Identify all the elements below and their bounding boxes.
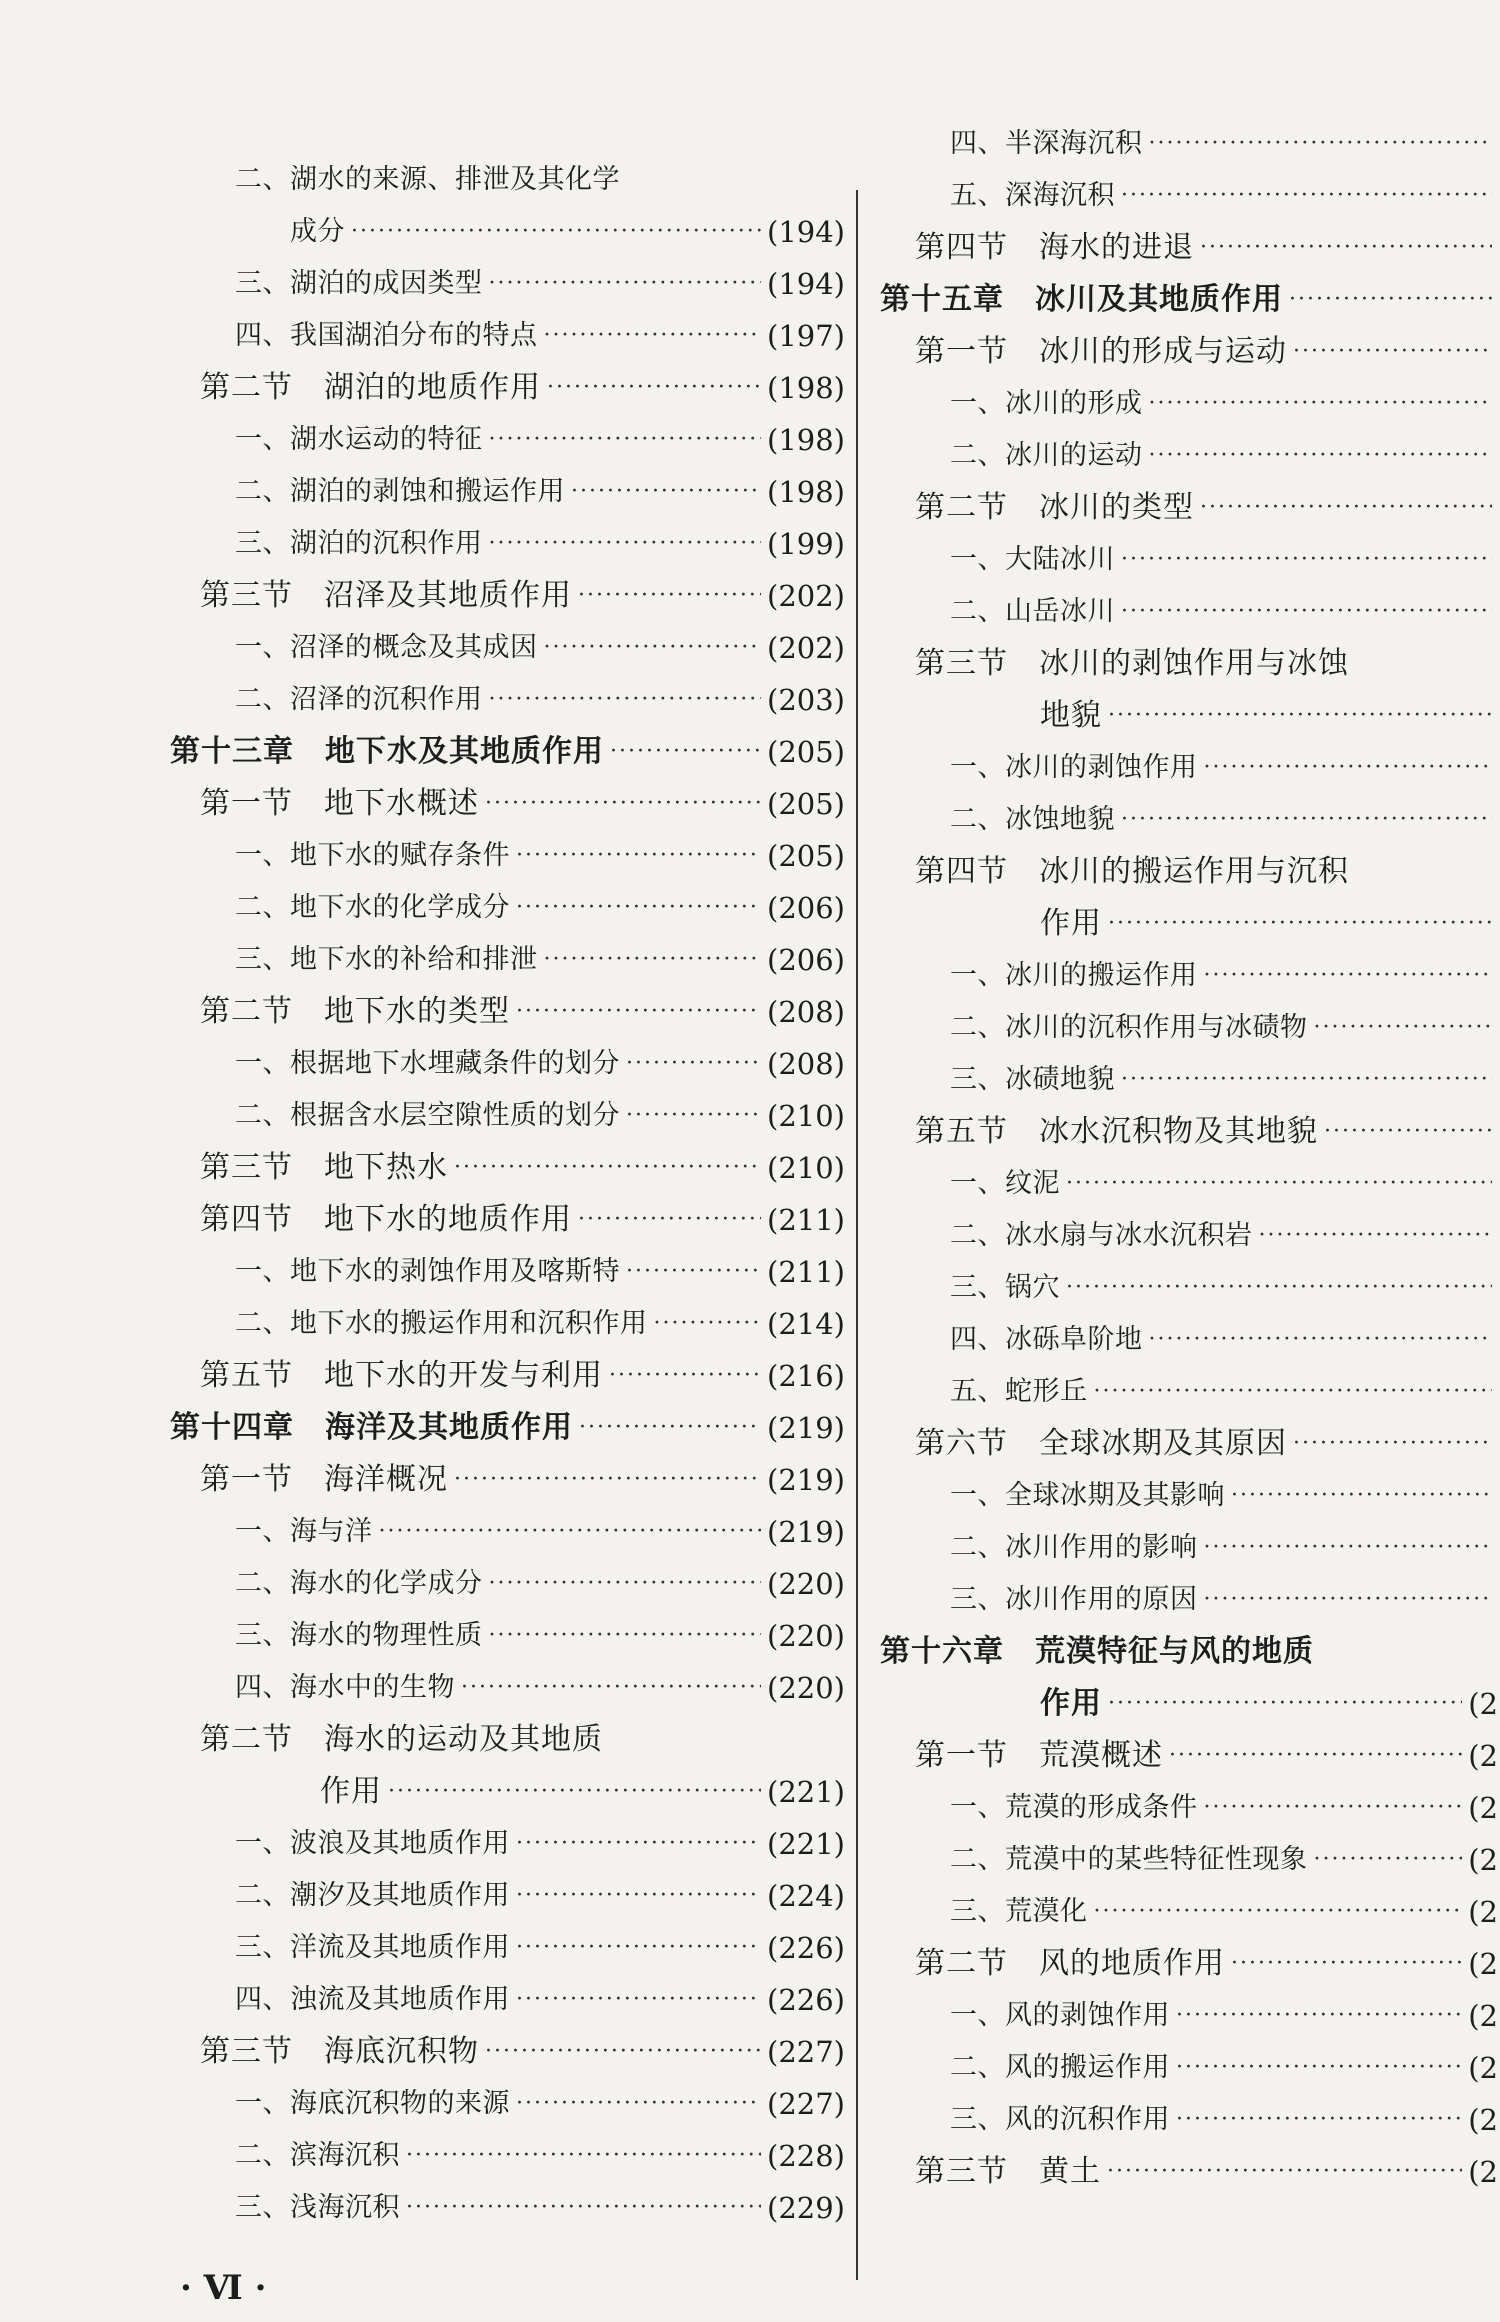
- toc-entry-item: [950, 176, 1498, 216]
- toc-entry-item: [235, 316, 845, 356]
- toc-entry-item: [950, 124, 1498, 164]
- toc-entry-title: 一、荒漠的形成条件: [950, 1792, 1198, 1823]
- dot-leader: [489, 680, 762, 720]
- toc-entry-chapter: [880, 280, 1498, 320]
- dot-leader: [1259, 1216, 1493, 1256]
- toc-entry-page: (220): [767, 1567, 845, 1601]
- toc-entry-item: [950, 1216, 1498, 1256]
- toc-entry-title: 二、地下水的搬运作用和沉积作用: [235, 1308, 648, 1339]
- toc-entry-title: 第三节 地下热水: [200, 1150, 448, 1185]
- dot-leader: [516, 1928, 761, 1968]
- toc-entry-section: [1040, 696, 1498, 736]
- dot-leader: [1200, 228, 1492, 268]
- toc-entry-section: [200, 1720, 845, 1760]
- dot-leader: [1121, 540, 1492, 580]
- toc-entry-title: 第五节 地下水的开发与利用: [200, 1358, 603, 1393]
- toc-entry-title: 作用: [1040, 1686, 1102, 1721]
- toc-entry-page: (229): [767, 2191, 845, 2225]
- toc-entry-title: 二、冰水扇与冰水沉积岩: [950, 1220, 1253, 1251]
- dot-leader: [544, 628, 762, 668]
- dot-leader: [1293, 332, 1492, 372]
- dot-leader: [1108, 904, 1492, 944]
- toc-entry-title: 二、湖泊的剥蚀和搬运作用: [235, 476, 565, 507]
- dot-leader: [485, 784, 761, 824]
- dot-leader: [1121, 176, 1492, 216]
- toc-entry-item: [235, 1044, 845, 1084]
- toc-entry-page: (221): [767, 1775, 845, 1809]
- toc-entry-title: 第四节 冰川的搬运作用与沉积: [915, 854, 1349, 889]
- toc-entry-section: [1040, 904, 1498, 944]
- dot-leader: [489, 264, 762, 304]
- toc-entry-page: (227): [767, 2087, 845, 2121]
- toc-entry-title: 二、冰川的运动: [950, 440, 1143, 471]
- toc-entry-title: 二、潮汐及其地质作用: [235, 1880, 510, 1911]
- toc-entry-page: (2: [1468, 1895, 1498, 1929]
- dot-leader: [626, 1044, 761, 1084]
- toc-entry-page: (221): [767, 1827, 845, 1861]
- dot-leader: [1149, 1320, 1493, 1360]
- toc-entry-title: 二、冰川的沉积作用与冰碛物: [950, 1012, 1308, 1043]
- toc-entry-section: [915, 1424, 1498, 1464]
- toc-entry-page: (211): [767, 1255, 845, 1289]
- toc-entry-item: [235, 1564, 845, 1604]
- toc-entry-item: [290, 212, 845, 252]
- dot-leader: [1108, 1684, 1462, 1724]
- toc-entry-title: 五、深海沉积: [950, 180, 1115, 211]
- toc-entry-title: 第一节 冰川的形成与运动: [915, 334, 1287, 369]
- toc-entry-title: 二、滨海沉积: [235, 2140, 400, 2171]
- column-divider: [856, 190, 858, 2280]
- toc-entry-title: 二、冰川作用的影响: [950, 1532, 1198, 1563]
- toc-entry-title: 第十四章 海洋及其地质作用: [170, 1410, 573, 1445]
- toc-entry-section: [200, 1460, 845, 1500]
- toc-entry-title: 作用: [1040, 906, 1102, 941]
- dot-leader: [1108, 696, 1492, 736]
- toc-entry-page: (2: [1468, 2103, 1498, 2137]
- page-number-footer: · Ⅵ ·: [180, 2268, 267, 2308]
- toc-entry-title: 四、冰砾阜阶地: [950, 1324, 1143, 1355]
- toc-entry-page: (2: [1468, 2051, 1498, 2085]
- toc-entry-title: 二、沼泽的沉积作用: [235, 684, 483, 715]
- dot-leader: [610, 732, 761, 772]
- toc-entry-item: [235, 1616, 845, 1656]
- toc-entry-title: 作用: [320, 1774, 382, 1809]
- dot-leader: [547, 368, 761, 408]
- toc-entry-title: 一、地下水的剥蚀作用及喀斯特: [235, 1256, 620, 1287]
- toc-entry-title: 一、地下水的赋存条件: [235, 840, 510, 871]
- toc-entry-page: (219): [767, 1411, 845, 1445]
- toc-entry-title: 第一节 荒漠概述: [915, 1738, 1163, 1773]
- toc-entry-item: [235, 472, 845, 512]
- toc-entry-item: [950, 592, 1498, 632]
- toc-entry-title: 二、风的搬运作用: [950, 2052, 1170, 2083]
- toc-entry-item: [235, 524, 845, 564]
- toc-entry-item: [235, 1252, 845, 1292]
- toc-entry-item: [235, 264, 845, 304]
- toc-entry-title: 第三节 冰川的剥蚀作用与冰蚀: [915, 646, 1349, 681]
- toc-entry-page: (205): [767, 787, 845, 821]
- toc-entry-chapter: [1040, 1684, 1498, 1724]
- toc-entry-title: 一、冰川的剥蚀作用: [950, 752, 1198, 783]
- toc-entry-item: [950, 800, 1498, 840]
- dot-leader: [351, 212, 761, 252]
- toc-entry-page: (208): [767, 995, 845, 1029]
- toc-entry-section: [915, 1944, 1498, 1984]
- toc-entry-title: 第六节 全球冰期及其原因: [915, 1426, 1287, 1461]
- toc-entry-title: 三、海水的物理性质: [235, 1620, 483, 1651]
- toc-entry-page: (219): [767, 1515, 845, 1549]
- toc-entry-title: 第三节 海底沉积物: [200, 2034, 479, 2069]
- toc-entry-title: 第四节 地下水的地质作用: [200, 1202, 572, 1237]
- toc-entry-section: [915, 332, 1498, 372]
- toc-entry-item: [235, 1928, 845, 1968]
- toc-entry-title: 一、全球冰期及其影响: [950, 1480, 1225, 1511]
- toc-entry-page: (227): [767, 2035, 845, 2069]
- dot-leader: [654, 1304, 762, 1344]
- toc-entry-page: (2: [1468, 1687, 1498, 1721]
- toc-entry-title: 三、洋流及其地质作用: [235, 1932, 510, 1963]
- dot-leader: [489, 524, 762, 564]
- dot-leader: [1314, 1840, 1463, 1880]
- toc-entry-page: (206): [767, 891, 845, 925]
- dot-leader: [1121, 1060, 1492, 1100]
- toc-entry-item: [950, 1840, 1498, 1880]
- dot-leader: [578, 576, 761, 616]
- toc-entry-title: 二、地下水的化学成分: [235, 892, 510, 923]
- toc-entry-title: 第四节 海水的进退: [915, 230, 1194, 265]
- toc-entry-page: (220): [767, 1619, 845, 1653]
- toc-entry-page: (197): [767, 319, 845, 353]
- dot-leader: [579, 1408, 761, 1448]
- toc-entry-page: (202): [767, 631, 845, 665]
- dot-leader: [516, 836, 761, 876]
- toc-entry-section: [200, 992, 845, 1032]
- toc-entry-page: (2: [1468, 1947, 1498, 1981]
- toc-entry-title: 第五节 冰水沉积物及其地貌: [915, 1114, 1318, 1149]
- toc-entry-page: (219): [767, 1463, 845, 1497]
- toc-entry-title: 第二节 湖泊的地质作用: [200, 370, 541, 405]
- toc-entry-item: [950, 1060, 1498, 1100]
- toc-entry-title: 第一节 地下水概述: [200, 786, 479, 821]
- toc-entry-item: [950, 1476, 1498, 1516]
- dot-leader: [461, 1668, 761, 1708]
- toc-entry-section: [915, 488, 1498, 528]
- toc-entry-title: 二、山岳冰川: [950, 596, 1115, 627]
- toc-entry-page: (216): [767, 1359, 845, 1393]
- dot-leader: [1169, 1736, 1462, 1776]
- toc-entry-title: 三、冰碛地貌: [950, 1064, 1115, 1095]
- dot-leader: [571, 472, 761, 512]
- toc-entry-title: 一、根据地下水埋藏条件的划分: [235, 1048, 620, 1079]
- dot-leader: [1066, 1164, 1492, 1204]
- toc-entry-section: [200, 1200, 845, 1240]
- toc-entry-title: 一、纹泥: [950, 1168, 1060, 1199]
- toc-entry-page: (194): [767, 267, 845, 301]
- toc-entry-section: [200, 1356, 845, 1396]
- dot-leader: [1204, 748, 1493, 788]
- dot-leader: [1204, 956, 1493, 996]
- toc-entry-item: [235, 1668, 845, 1708]
- dot-leader: [1231, 1944, 1462, 1984]
- dot-leader: [1200, 488, 1492, 528]
- toc-entry-page: (2: [1468, 2155, 1498, 2189]
- toc-entry-item: [235, 1096, 845, 1136]
- toc-entry-section: [915, 1112, 1498, 1152]
- toc-entry-page: (2: [1468, 1843, 1498, 1877]
- toc-entry-item: [950, 1580, 1498, 1620]
- dot-leader: [516, 1824, 761, 1864]
- toc-entry-page: (198): [767, 423, 845, 457]
- toc-entry-item: [950, 1268, 1498, 1308]
- toc-entry-section: [915, 2152, 1498, 2192]
- toc-entry-item: [950, 1372, 1498, 1412]
- dot-leader: [489, 1616, 762, 1656]
- toc-entry-title: 五、蛇形丘: [950, 1376, 1088, 1407]
- toc-entry-title: 三、锅穴: [950, 1272, 1060, 1303]
- dot-leader: [544, 316, 762, 356]
- toc-entry-item: [235, 1304, 845, 1344]
- toc-entry-page: (2: [1468, 1791, 1498, 1825]
- toc-entry-section: [200, 576, 845, 616]
- toc-entry-title: 三、浅海沉积: [235, 2192, 400, 2223]
- toc-entry-title: 一、冰川的形成: [950, 388, 1143, 419]
- dot-leader: [516, 888, 761, 928]
- toc-entry-title: 地貌: [1040, 698, 1102, 733]
- toc-entry-section: [915, 852, 1498, 892]
- toc-entry-page: (199): [767, 527, 845, 561]
- toc-entry-title: 第二节 冰川的类型: [915, 490, 1194, 525]
- toc-entry-page: (205): [767, 735, 845, 769]
- toc-entry-item: [235, 2188, 845, 2228]
- toc-entry-title: 三、湖泊的成因类型: [235, 268, 483, 299]
- dot-leader: [388, 1772, 761, 1812]
- dot-leader: [379, 1512, 762, 1552]
- dot-leader: [1149, 384, 1493, 424]
- toc-entry-chapter: [170, 732, 845, 772]
- toc-entry-title: 第十六章 荒漠特征与风的地质: [880, 1634, 1314, 1669]
- toc-entry-item: [950, 956, 1498, 996]
- dot-leader: [1231, 1476, 1492, 1516]
- dot-leader: [1289, 280, 1492, 320]
- toc-entry-section: [200, 2032, 845, 2072]
- toc-entry-item: [950, 1996, 1498, 2036]
- dot-leader: [489, 1564, 762, 1604]
- toc-entry-item: [235, 160, 845, 200]
- dot-leader: [1149, 124, 1493, 164]
- toc-entry-title: 四、我国湖泊分布的特点: [235, 320, 538, 351]
- toc-entry-item: [235, 1876, 845, 1916]
- dot-leader: [1204, 1580, 1493, 1620]
- toc-entry-title: 一、海与洋: [235, 1516, 373, 1547]
- dot-leader: [485, 2032, 761, 2072]
- toc-entry-page: (205): [767, 839, 845, 873]
- toc-entry-item: [235, 2136, 845, 2176]
- toc-entry-title: 二、湖水的来源、排泄及其化学: [235, 164, 620, 195]
- toc-entry-page: (208): [767, 1047, 845, 1081]
- toc-entry-page: (220): [767, 1671, 845, 1705]
- toc-entry-page: (202): [767, 579, 845, 613]
- toc-entry-page: (226): [767, 1983, 845, 2017]
- dot-leader: [1204, 1528, 1493, 1568]
- dot-leader: [1204, 1788, 1463, 1828]
- toc-entry-title: 第二节 地下水的类型: [200, 994, 510, 1029]
- toc-entry-page: (198): [767, 371, 845, 405]
- toc-entry-item: [235, 680, 845, 720]
- dot-leader: [406, 2188, 761, 2228]
- toc-entry-title: 一、风的剥蚀作用: [950, 2000, 1170, 2031]
- dot-leader: [454, 1148, 761, 1188]
- toc-entry-chapter: [880, 1632, 1498, 1672]
- dot-leader: [1324, 1112, 1492, 1152]
- dot-leader: [578, 1200, 761, 1240]
- dot-leader: [1094, 1372, 1493, 1412]
- toc-entry-title: 一、湖水运动的特征: [235, 424, 483, 455]
- dot-leader: [406, 2136, 761, 2176]
- dot-leader: [1176, 2100, 1462, 2140]
- dot-leader: [516, 1980, 761, 2020]
- toc-entry-section: [915, 1736, 1498, 1776]
- toc-entry-title: 一、大陆冰川: [950, 544, 1115, 575]
- toc-entry-title: 三、风的沉积作用: [950, 2104, 1170, 2135]
- toc-entry-title: 成分: [290, 216, 345, 247]
- dot-leader: [626, 1252, 761, 1292]
- toc-entry-title: 二、根据含水层空隙性质的划分: [235, 1100, 620, 1131]
- toc-entry-item: [235, 2084, 845, 2124]
- dot-leader: [1094, 1892, 1463, 1932]
- toc-entry-title: 三、地下水的补给和排泄: [235, 944, 538, 975]
- toc-entry-section: [200, 784, 845, 824]
- toc-entry-item: [950, 1528, 1498, 1568]
- toc-entry-item: [950, 436, 1498, 476]
- dot-leader: [1314, 1008, 1493, 1048]
- dot-leader: [544, 940, 762, 980]
- toc-entry-item: [950, 1164, 1498, 1204]
- toc-entry-page: (210): [767, 1099, 845, 1133]
- toc-entry-page: (198): [767, 475, 845, 509]
- toc-entry-item: [235, 1824, 845, 1864]
- dot-leader: [1149, 436, 1493, 476]
- toc-entry-item: [235, 836, 845, 876]
- toc-entry-title: 一、波浪及其地质作用: [235, 1828, 510, 1859]
- toc-entry-item: [950, 1008, 1498, 1048]
- toc-entry-page: (226): [767, 1931, 845, 1965]
- toc-entry-item: [950, 540, 1498, 580]
- toc-entry-page: (203): [767, 683, 845, 717]
- toc-entry-page: (224): [767, 1879, 845, 1913]
- toc-entry-page: (194): [767, 215, 845, 249]
- toc-entry-title: 二、冰蚀地貌: [950, 804, 1115, 835]
- toc-entry-title: 一、冰川的搬运作用: [950, 960, 1198, 991]
- dot-leader: [1176, 2048, 1462, 2088]
- dot-leader: [1066, 1268, 1492, 1308]
- dot-leader: [1107, 2152, 1462, 2192]
- toc-entry-page: (228): [767, 2139, 845, 2173]
- toc-entry-item: [950, 2100, 1498, 2140]
- dot-leader: [626, 1096, 761, 1136]
- toc-entry-title: 第二节 风的地质作用: [915, 1946, 1225, 1981]
- toc-entry-title: 二、海水的化学成分: [235, 1568, 483, 1599]
- toc-entry-title: 四、半深海沉积: [950, 128, 1143, 159]
- toc-entry-item: [235, 420, 845, 460]
- dot-leader: [1176, 1996, 1462, 2036]
- toc-entry-item: [235, 628, 845, 668]
- toc-entry-title: 三、荒漠化: [950, 1896, 1088, 1927]
- toc-entry-page: (210): [767, 1151, 845, 1185]
- dot-leader: [489, 420, 762, 460]
- toc-entry-item: [950, 1788, 1498, 1828]
- toc-entry-page: (2: [1468, 1739, 1498, 1773]
- toc-entry-item: [950, 2048, 1498, 2088]
- toc-entry-item: [235, 1512, 845, 1552]
- toc-entry-title: 一、海底沉积物的来源: [235, 2088, 510, 2119]
- dot-leader: [454, 1460, 761, 1500]
- toc-entry-page: (2: [1468, 1999, 1498, 2033]
- toc-entry-section: [200, 368, 845, 408]
- dot-leader: [516, 2084, 761, 2124]
- toc-entry-title: 四、浊流及其地质作用: [235, 1984, 510, 2015]
- toc-entry-item: [235, 1980, 845, 2020]
- toc-entry-section: [915, 228, 1498, 268]
- toc-entry-title: 三、冰川作用的原因: [950, 1584, 1198, 1615]
- dot-leader: [1121, 800, 1492, 840]
- toc-entry-page: (206): [767, 943, 845, 977]
- toc-entry-page: (214): [767, 1307, 845, 1341]
- toc-entry-title: 第三节 沼泽及其地质作用: [200, 578, 572, 613]
- toc-entry-title: 第一节 海洋概况: [200, 1462, 448, 1497]
- dot-leader: [1293, 1424, 1492, 1464]
- toc-entry-title: 第三节 黄土: [915, 2154, 1101, 2189]
- toc-entry-title: 第二节 海水的运动及其地质: [200, 1722, 603, 1757]
- toc-entry-title: 第十五章 冰川及其地质作用: [880, 282, 1283, 317]
- toc-entry-item: [950, 1320, 1498, 1360]
- toc-entry-section: [200, 1148, 845, 1188]
- toc-entry-item: [235, 888, 845, 928]
- toc-entry-title: 二、荒漠中的某些特征性现象: [950, 1844, 1308, 1875]
- dot-leader: [609, 1356, 761, 1396]
- toc-entry-item: [950, 1892, 1498, 1932]
- dot-leader: [516, 1876, 761, 1916]
- toc-entry-chapter: [170, 1408, 845, 1448]
- dot-leader: [1121, 592, 1492, 632]
- toc-entry-section: [915, 644, 1498, 684]
- toc-entry-title: 四、海水中的生物: [235, 1672, 455, 1703]
- toc-entry-title: 第十三章 地下水及其地质作用: [170, 734, 604, 769]
- toc-entry-item: [235, 940, 845, 980]
- toc-entry-section: [320, 1772, 845, 1812]
- toc-entry-item: [950, 748, 1498, 788]
- toc-entry-title: 一、沼泽的概念及其成因: [235, 632, 538, 663]
- toc-entry-item: [950, 384, 1498, 424]
- toc-entry-page: (211): [767, 1203, 845, 1237]
- toc-entry-title: 三、湖泊的沉积作用: [235, 528, 483, 559]
- dot-leader: [516, 992, 761, 1032]
